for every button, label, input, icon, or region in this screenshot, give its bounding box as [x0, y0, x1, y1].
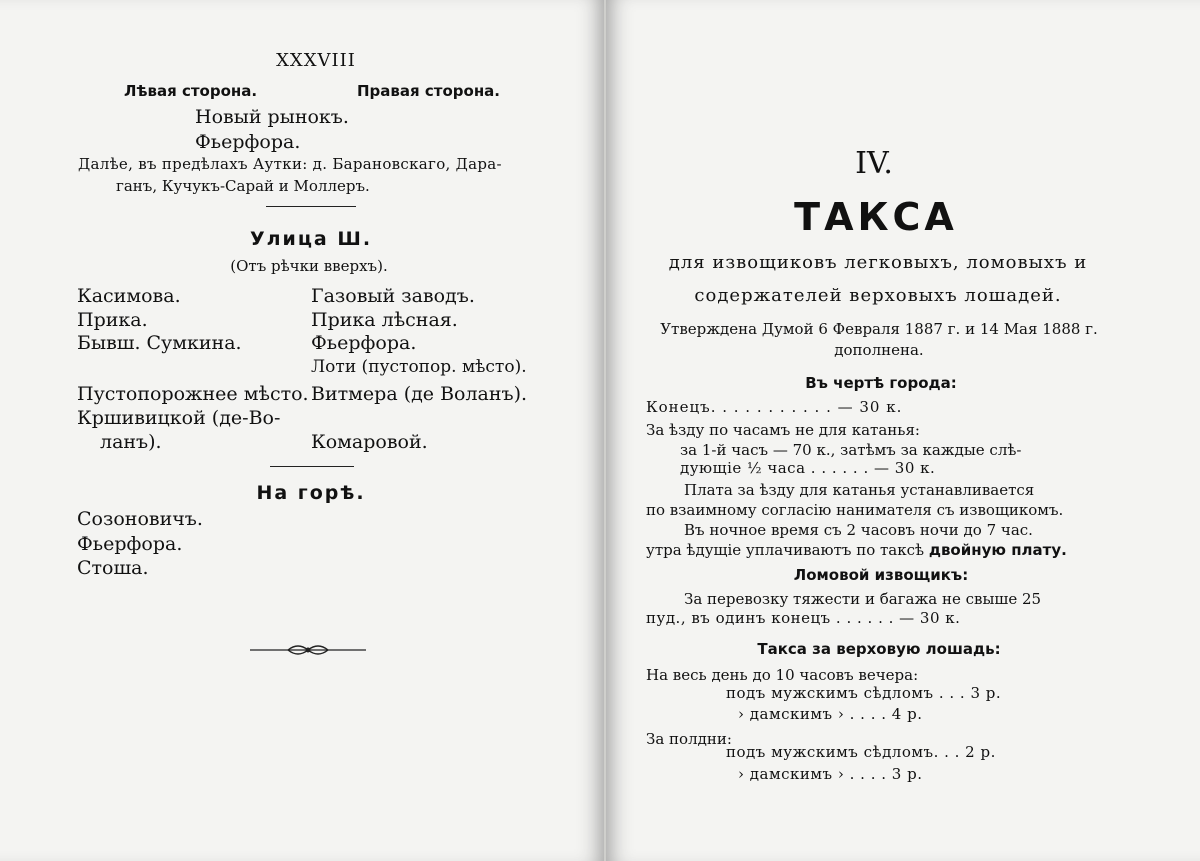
tariff-line: › дамскимъ › . . . . 3 р. — [738, 765, 923, 783]
tariff-line — [646, 541, 1067, 559]
street-subtitle: (Отъ рѣчки вверхъ). — [230, 257, 388, 275]
tariff-line: Конецъ. . . . . . . . . . . — 30 к. — [646, 398, 903, 416]
page-title: ТАКСА — [794, 195, 958, 239]
tariff-line: За ѣзду по часамъ не для катанья: — [646, 421, 920, 439]
tariff-line: За полдни: — [646, 730, 732, 748]
left-side-header: Лѣвая сторона. — [124, 82, 258, 100]
further-text: ганъ, Кучукъ-Сарай и Моллеръ. — [116, 177, 370, 195]
list-item: ланъ). — [100, 431, 162, 453]
list-item: Кршивицкой (де-Во- — [77, 407, 281, 429]
section-header: Въ чертѣ города: — [805, 374, 957, 392]
list-item: Фьерфора. — [311, 332, 417, 354]
list-item: Созоновичъ. — [77, 508, 203, 530]
street-title: Улица Ш. — [249, 228, 373, 250]
divider — [270, 466, 354, 467]
approved-text: дополнена. — [834, 341, 924, 359]
list-item: Стоша. — [77, 557, 149, 579]
list-item: Пустопорожнее мѣсто. — [77, 383, 309, 405]
tariff-line: подъ мужскимъ сѣдломъ. . . 2 р. — [726, 743, 996, 761]
tariff-line: подъ мужскимъ сѣдломъ . . . 3 р. — [726, 684, 1002, 702]
list-item: Фьерфора. — [77, 533, 183, 555]
list-item: Новый рынокъ. — [195, 106, 349, 128]
list-item: Прика лѣсная. — [311, 309, 458, 331]
subtitle: содержателей верховыхъ лошадей. — [694, 285, 1062, 306]
list-item: Газовый заводъ. — [311, 285, 475, 307]
section-number: IV. — [855, 146, 893, 181]
list-item: Витмера (де Воланъ). — [311, 383, 528, 405]
approved-text: Утверждена Думой 6 Февраля 1887 г. и 14 Мая 1888 г. — [660, 320, 1098, 338]
section-header: Ломовой извощикъ: — [793, 566, 969, 584]
further-text: Далѣе, въ предѣлахъ Аутки: д. Барановскаго, Дара- — [78, 155, 502, 173]
tariff-line: › дамскимъ › . . . . 4 р. — [738, 705, 923, 723]
double-fare-text: двойную плату. — [928, 541, 1067, 559]
tariff-line: Плата за ѣзду для катанья устанавливается — [684, 481, 1035, 499]
section-header: Такса за верховую лошадь: — [757, 640, 1001, 658]
subtitle: для извощиковъ легковыхъ, ломовыхъ и — [668, 252, 1088, 273]
hill-title: На горѣ. — [256, 482, 366, 504]
tariff-line: за 1-й часъ — 70 к., затѣмъ за каждые слѣ- — [680, 441, 1022, 459]
night-text: утра ѣдущіе уплачиваютъ по таксѣ — [646, 541, 929, 559]
tariff-line: дующіе ½ часа . . . . . . — 30 к. — [680, 459, 936, 477]
divider — [266, 206, 356, 207]
list-item: Касимова. — [77, 285, 181, 307]
tariff-line: по взаимному согласію нанимателя съ извощикомъ. — [646, 501, 1064, 519]
right-page — [606, 0, 1200, 861]
list-item: Лоти (пустопор. мѣсто). — [311, 357, 527, 377]
tariff-line: На весь день до 10 часовъ вечера: — [646, 666, 919, 684]
list-item: Фьерфора. — [195, 131, 301, 153]
page-number: XXXVIII — [276, 50, 356, 71]
list-item: Прика. — [77, 309, 148, 331]
right-side-header: Правая сторона. — [357, 82, 500, 100]
ornament-icon — [248, 640, 368, 660]
tariff-line: пуд., въ одинъ конецъ . . . . . . — 30 к. — [646, 609, 961, 627]
list-item: Бывш. Сумкина. — [77, 332, 242, 354]
list-item: Комаровой. — [311, 431, 428, 453]
tariff-line: За перевозку тяжести и багажа не свыше 25 — [684, 590, 1042, 608]
tariff-line: Въ ночное время съ 2 часовъ ночи до 7 час. — [684, 521, 1033, 539]
